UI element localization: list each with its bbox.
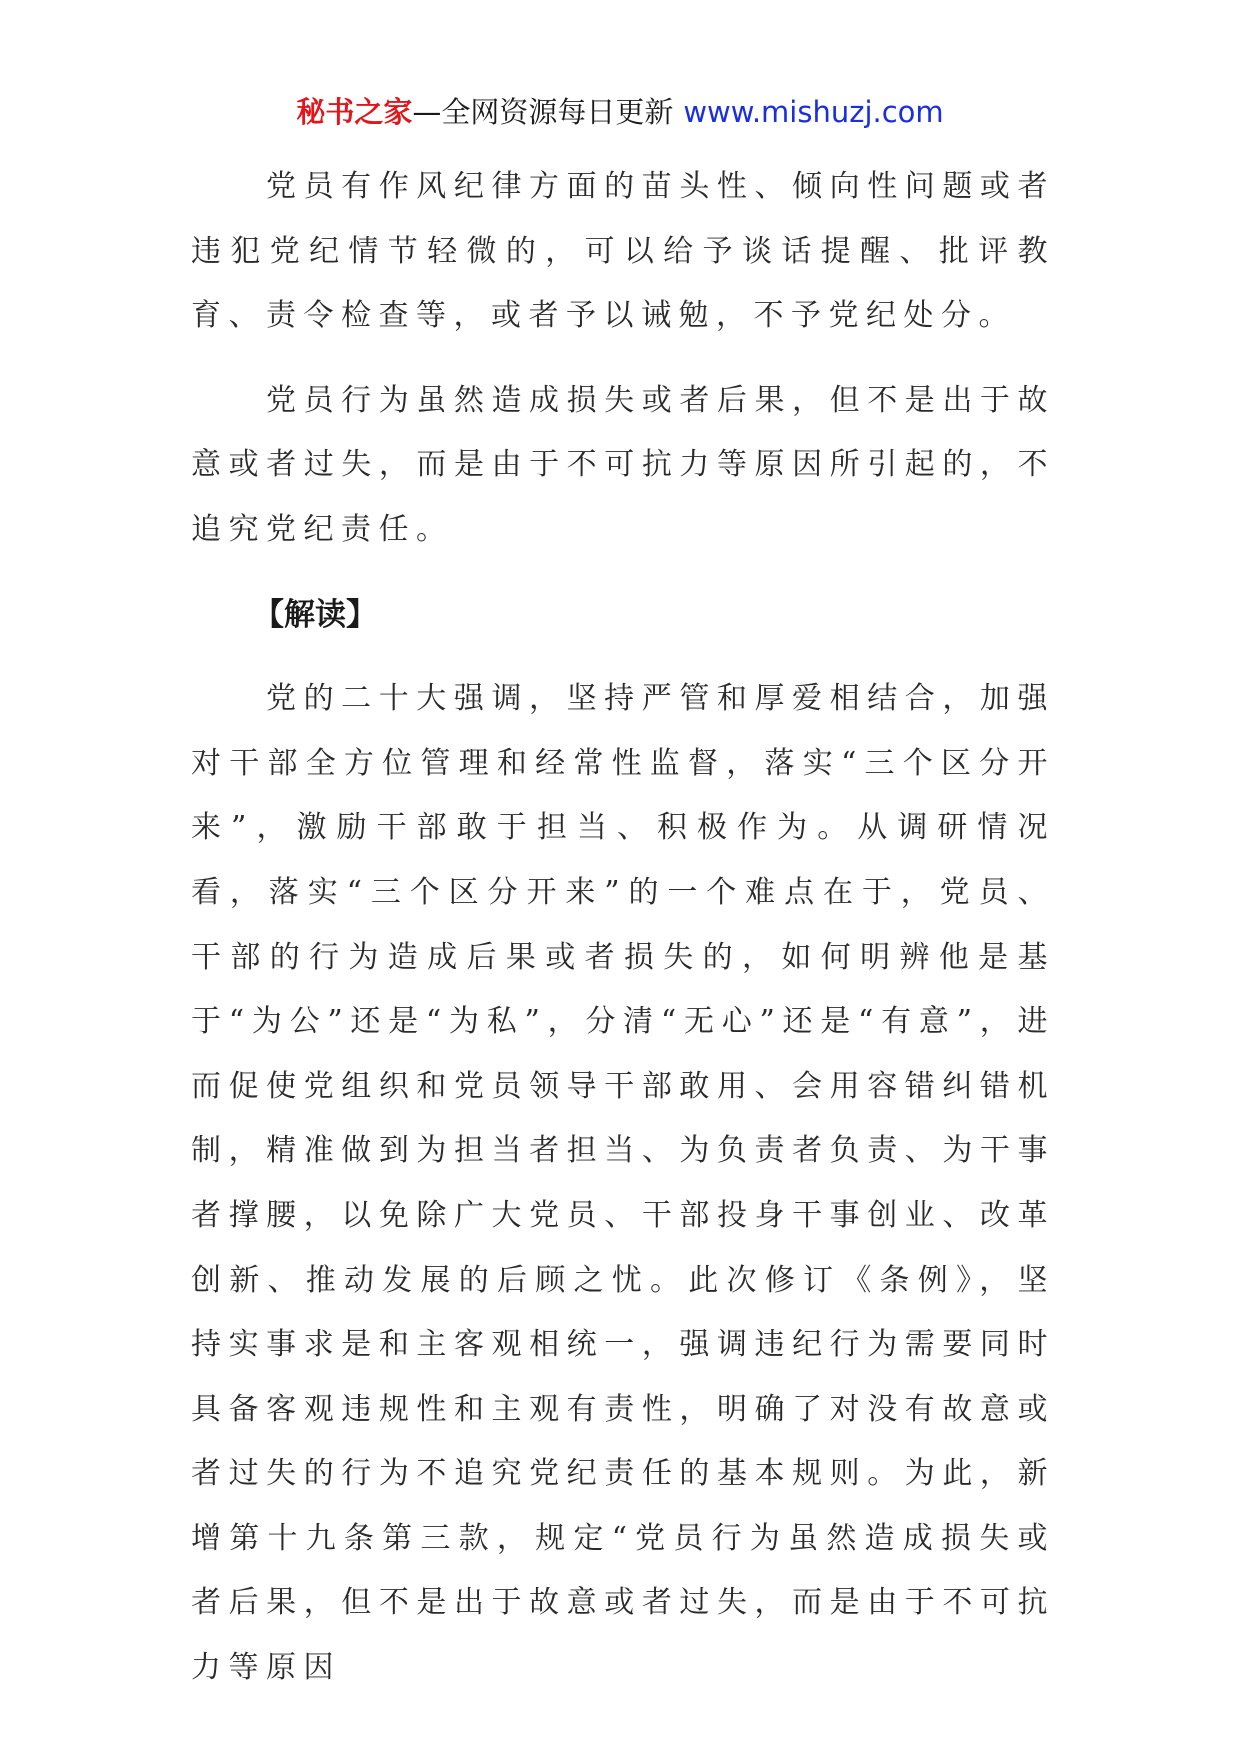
header-dash: — (412, 95, 442, 129)
header-tagline: 全网资源每日更新 (441, 95, 674, 129)
site-url-link[interactable]: www.mishuzj.com (683, 95, 944, 129)
interpretation-paragraph: 党的二十大强调，坚持严管和厚爱相结合，加强对干部全方位管理和经常性监督，落实“三个区分开来”，激励干部敢于担当、积极作为。从调研情况看，落实“三个区分开来”的一个难点在于，党员、干部的行为造成后果或者损失的，如何明辨他是基于“为公”还是“为私”，分清“无心”还是“有意”，进而促使党组织和党员领导干部敢用、会用容错纠错机制，精准做到为担当者担当、为负责者负责、为干事者撑腰，以免除广大党员、干部投身干事创业、改革创新、推动发展的后顾之忧。此次修订《条例》，坚持实事求是和主客观相统一，强调违纪行为需要同时具备客观违规性和主观有责性，明确了对没有故意或者过失的行为不追究党纪责任的基本规则。为此，新增第十九条第三款，规定“党员行为虽然造成损失或者后果，但不是出于故意或者过失，而是由于不可抗力等原因 (191, 681, 1055, 1686)
brand-name: 秘书之家 (296, 95, 413, 129)
site-header (0, 92, 1240, 132)
paragraph-2: 党员行为虽然造成损失或者后果，但不是出于故意或者过失，而是由于不可抗力等原因所引起的，不追究党纪责任。 (191, 382, 1055, 547)
document-body (191, 155, 1055, 1701)
paragraph-1: 党员有作风纪律方面的苗头性、倾向性问题或者违犯党纪情节轻微的，可以给予谈话提醒、批评教育、责令检查等，或者予以诫勉，不予党纪处分。 (191, 169, 1055, 334)
section-title: 【解读】 (253, 596, 377, 633)
